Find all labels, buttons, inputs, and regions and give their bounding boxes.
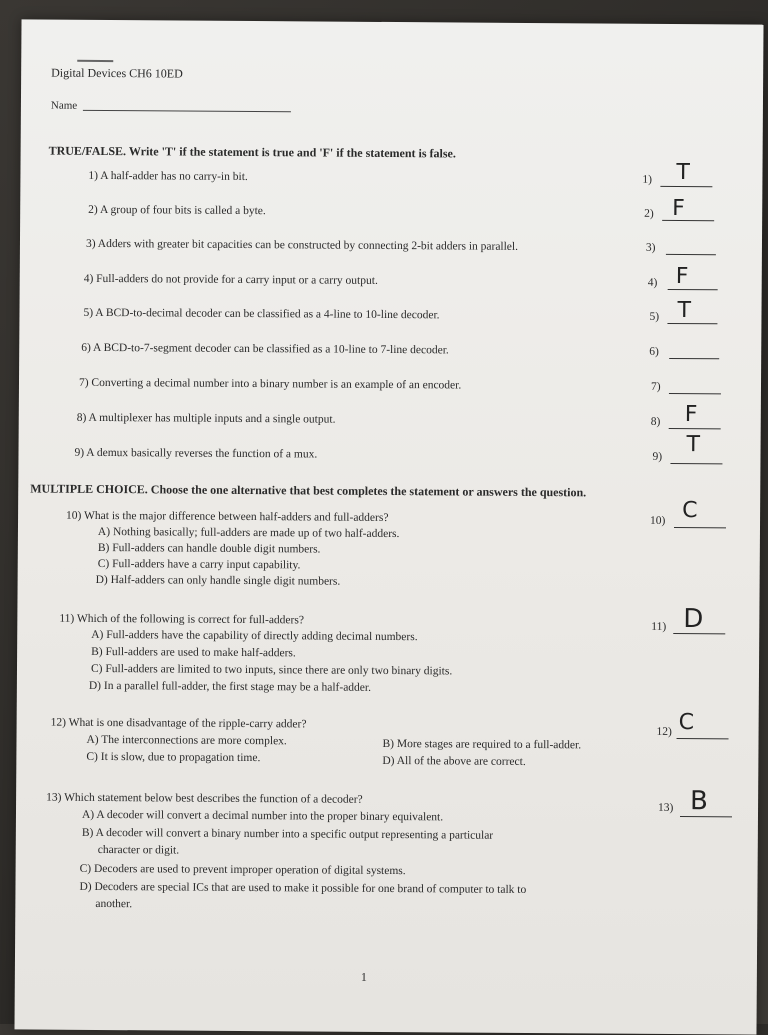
mc-10-option-b: B) Full-adders can handle double digit numbers.	[97, 541, 321, 556]
mc-answer-line-12	[677, 738, 729, 739]
worksheet-title: Digital Devices CH6 10ED	[51, 65, 183, 81]
header-mark	[77, 60, 113, 62]
tf-answer-line-4	[668, 289, 718, 290]
mc-13-option-b-continued: character or digit.	[97, 843, 180, 857]
tf-answer-number-7: 7)	[650, 380, 661, 393]
tf-question-9: 9) A demux basically reverses the function of a mux.	[74, 446, 318, 461]
tf-answer-number-4: 4)	[647, 276, 658, 289]
tf-question-1: 1) A half-adder has no carry-in bit.	[88, 169, 248, 184]
mc-10-option-c: C) Full-adders have a carry input capability.	[97, 557, 301, 572]
tf-question-8: 8) A multiplexer has multiple inputs and a single output.	[76, 411, 336, 426]
mc-13-option-a: A) A decoder will convert a decimal number into the proper binary equivalent.	[81, 808, 444, 824]
tf-question-2: 2) A group of four bits is called a byte.	[88, 203, 266, 218]
mc-question-11: 11) Which of the following is correct for full-adders?	[59, 612, 305, 627]
mc-answer-number-11: 11)	[651, 620, 667, 633]
tf-answer-number-3: 3)	[645, 241, 656, 254]
tf-answer-4: F	[675, 263, 689, 290]
mc-question-12: 12) What is one disadvantage of the ripple-carry adder?	[50, 716, 307, 731]
tf-question-5: 5) A BCD-to-decimal decoder can be classified as a 4-line to 10-line decoder.	[83, 306, 440, 322]
mc-answer-number-10: 10)	[650, 514, 666, 527]
tf-answer-1: T	[676, 159, 691, 186]
page-number: 1	[360, 969, 367, 984]
mc-10-option-d: D) Half-adders can only handle single digit numbers.	[95, 573, 341, 588]
tf-question-7: 7) Converting a decimal number into a binary number is an example of an encoder.	[78, 376, 462, 392]
mc-10-option-a: A) Nothing basically; full-adders are made up of two half-adders.	[97, 525, 400, 541]
mc-13-option-b: B) A decoder will convert a binary number into a specific output representing a particular	[81, 826, 494, 842]
tf-answer-line-9	[670, 463, 722, 464]
tf-answer-line-7	[669, 393, 721, 394]
tf-question-3: 3) Adders with greater bit capacities can be constructed by connecting 2-bit adders in parallel.	[85, 237, 519, 253]
mc-answer-11: D	[683, 604, 704, 635]
tf-answer-number-1: 1)	[642, 173, 653, 186]
mc-question-13: 13) Which statement below best describes the function of a decoder?	[46, 791, 363, 806]
mc-12-option-b: B) More stages are required to a full-adder.	[382, 737, 582, 752]
mc-answer-10: C	[682, 498, 698, 524]
tf-answer-2: F	[672, 195, 685, 222]
tf-answer-line-8	[669, 428, 721, 429]
tf-answer-line-6	[669, 358, 719, 359]
mc-13-option-d-continued: another.	[95, 897, 133, 911]
mc-answer-13: B	[689, 786, 709, 817]
tf-answer-line-3	[666, 254, 716, 255]
mc-11-option-a: A) Full-adders have the capability of directly adding decimal numbers.	[91, 628, 418, 644]
mc-13-option-c: C) Decoders are used to prevent improper operation of digital systems.	[79, 862, 406, 878]
tf-answer-line-5	[667, 323, 717, 324]
tf-question-4: 4) Full-adders do not provide for a carry input or a carry output.	[83, 272, 378, 287]
tf-answer-line-1	[660, 186, 712, 187]
mc-answer-line-10	[674, 527, 726, 528]
tf-answer-8: F	[684, 402, 698, 428]
mc-answer-line-13	[680, 816, 732, 817]
true-false-instructions: TRUE/FALSE. Write 'T' if the statement is true and 'F' if the statement is false.	[48, 143, 456, 161]
tf-answer-number-5: 5)	[649, 310, 660, 323]
tf-question-6: 6) A BCD-to-7-segment decoder can be classified as a 10-line to 7-line decoder.	[81, 341, 449, 357]
mc-12-option-a: A) The interconnections are more complex.	[86, 733, 287, 748]
mc-11-option-c: C) Full-adders are limited to two inputs, since there are only two binary digits.	[90, 662, 453, 678]
mc-question-10: 10) What is the major difference between half-adders and full-adders?	[66, 509, 389, 524]
mc-answer-number-13: 13)	[658, 801, 674, 814]
name-label: Name	[50, 99, 78, 112]
mc-answer-12: C	[678, 710, 695, 736]
mc-12-option-d: D) All of the above are correct.	[382, 754, 526, 768]
mc-11-option-b: B) Full-adders are used to make half-adders.	[91, 645, 296, 660]
multiple-choice-instructions: MULTIPLE CHOICE. Choose the one alternative that best completes the statement or answers the question.	[30, 481, 587, 500]
tf-answer-number-2: 2)	[644, 207, 654, 220]
tf-answer-number-6: 6)	[649, 345, 659, 358]
worksheet-page	[14, 19, 763, 1034]
tf-answer-9: T	[686, 432, 701, 458]
tf-answer-number-8: 8)	[650, 415, 661, 428]
mc-12-option-c: C) It is slow, due to propagation time.	[86, 750, 261, 765]
mc-answer-number-12: 12)	[656, 725, 672, 738]
tf-answer-line-2	[662, 220, 714, 221]
mc-13-option-d: D) Decoders are special ICs that are used to make it possible for one brand of computer to talk to	[79, 880, 527, 896]
tf-answer-5: T	[677, 298, 692, 324]
tf-answer-number-9: 9)	[652, 450, 663, 463]
mc-11-option-d: D) In a parallel full-adder, the first stage may be a half-adder.	[88, 679, 372, 694]
name-field-line	[83, 110, 291, 112]
